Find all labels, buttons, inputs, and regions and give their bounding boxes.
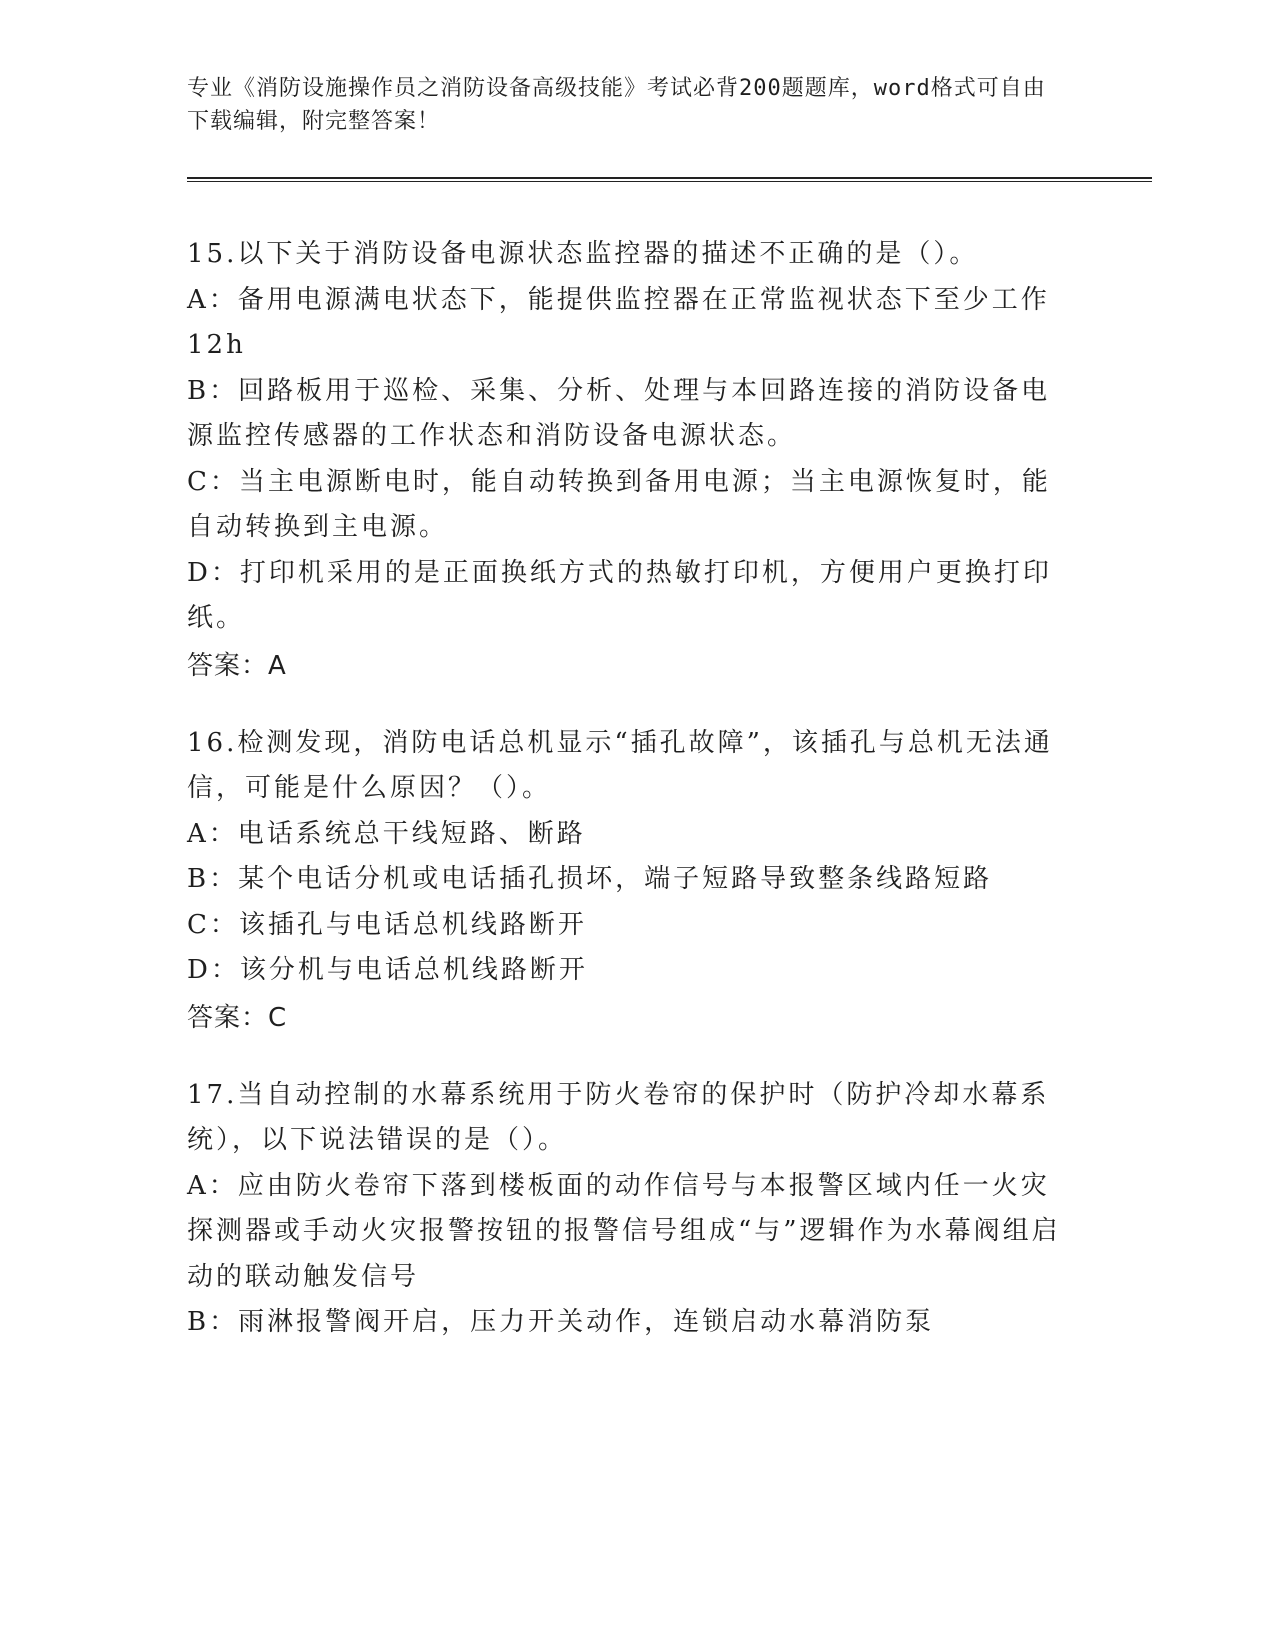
document-header: [187, 72, 1067, 138]
question-list: [187, 232, 1067, 1378]
option-c: C：该插孔与电话总机线路断开: [187, 909, 587, 940]
option-a: A：电话系统总干线短路、断路: [187, 818, 586, 849]
option-d: D：该分机与电话总机线路断开: [187, 955, 588, 985]
question-17: [187, 1073, 1067, 1346]
answer-label: 答案：C: [187, 1002, 288, 1033]
question-stem: 16.检测发现，消防电话总机显示“插孔故障”，该插孔与总机无法通信，可能是什么原因？（）。: [187, 727, 1053, 803]
option-c: C：当主电源断电时，能自动转换到备用电源；当主电源恢复时，能自动转换到主电源。: [187, 466, 1051, 542]
answer-label: 答案：A: [187, 650, 287, 681]
option-b: B：雨淋报警阀开启，压力开关动作，连锁启动水幕消防泵: [187, 1307, 935, 1337]
option-d: D：打印机采用的是正面换纸方式的热敏打印机，方便用户更换打印纸。: [187, 557, 1052, 633]
header-intro-text: 专业《消防设施操作员之消防设备高级技能》考试必背200题题库，word格式可自由下载编辑，附完整答案！: [187, 76, 1046, 134]
option-b: B：回路板用于巡检、采集、分析、处理与本回路连接的消防设备电源监控传感器的工作状态和消防设备电源状态。: [187, 375, 1051, 451]
question-stem: 15.以下关于消防设备电源状态监控器的描述不正确的是（）。: [187, 239, 979, 269]
option-b: B：某个电话分机或电话插孔损坏，端子短路导致整条线路短路: [187, 864, 993, 894]
question-stem: 17.当自动控制的水幕系统用于防火卷帘的保护时（防护冷却水幕系统），以下说法错误的是（）。: [187, 1079, 1050, 1155]
question-16: [187, 721, 1067, 1041]
header-divider: [187, 177, 1152, 182]
option-a: A：应由防火卷帘下落到楼板面的动作信号与本报警区域内任一火灾探测器或手动火灾报警按钮的报警信号组成“与”逻辑作为水幕阀组启动的联动触发信号: [187, 1170, 1061, 1292]
question-15: [187, 232, 1067, 689]
option-a: A：备用电源满电状态下，能提供监控器在正常监视状态下至少工作12h: [187, 284, 1050, 360]
